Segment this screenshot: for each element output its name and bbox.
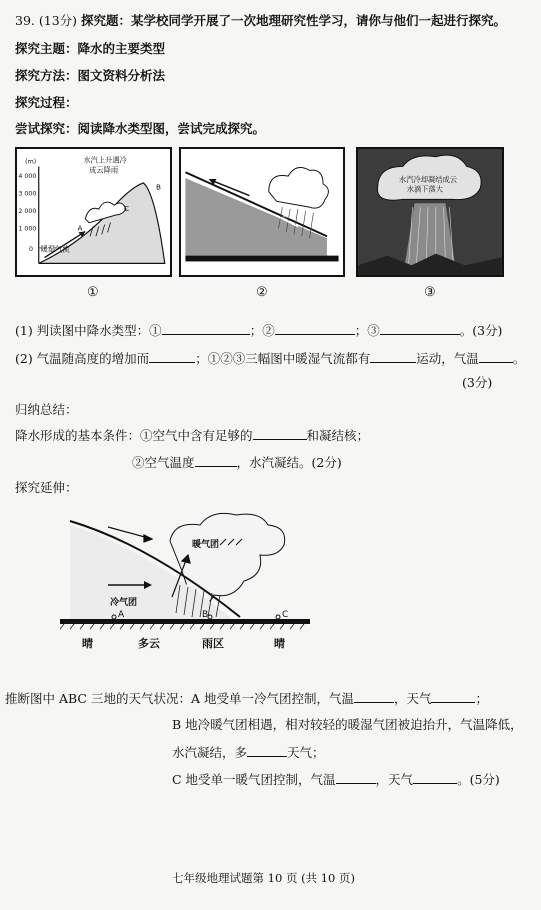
question-score: (13分)	[38, 13, 78, 28]
page-footer: 七年级地理试题第 10 页 (共 10 页)	[172, 871, 356, 885]
fig1-tick-1000: 1 000	[18, 225, 37, 233]
figure-frontal-drawing	[181, 149, 343, 275]
fig1-tick-3000: 3 000	[18, 190, 37, 198]
cond-prefix: 降水形成的基本条件：①空气中含有足够的	[15, 428, 253, 443]
infer-b-line1: B 地冷暖气团相遇，相对较轻的暖湿气团被迫抬升，气温降低，	[172, 717, 523, 732]
method-text: 图文资料分析法	[77, 68, 166, 83]
ground-sunny-left: 晴	[82, 637, 93, 650]
fig1-tick-4000: 4 000	[18, 173, 37, 181]
q2-score: (3分)	[462, 375, 493, 390]
question-title: 探究题：	[81, 13, 132, 28]
infer-blank-b[interactable]	[247, 744, 287, 757]
ground-sunny-right: 晴	[274, 637, 285, 650]
infer-blank-a-temp[interactable]	[354, 690, 394, 703]
q1-end: 。(3分)	[459, 323, 503, 338]
cond-blank-2[interactable]	[195, 454, 237, 467]
cond-blank-1[interactable]	[253, 427, 307, 440]
q1-blank-3[interactable]	[380, 322, 460, 335]
figure-orographic-drawing	[17, 149, 170, 275]
infer-b-line2	[172, 744, 325, 761]
method-label: 探究方法：	[15, 68, 78, 83]
process-label: 探究过程：	[15, 95, 78, 110]
infer-blank-c-temp[interactable]	[336, 771, 376, 784]
fig1-point-a: A	[77, 223, 83, 233]
summary-label: 归纳总结：	[15, 402, 78, 417]
fig1-point-b: B	[156, 182, 161, 192]
topic-line	[15, 41, 165, 57]
question-header	[15, 13, 506, 29]
fig1-point-c: C	[124, 204, 130, 214]
front-warm-mass: 暖气团	[192, 540, 220, 550]
q2-mid: ；①②③三幅图中暖湿气流都有	[195, 351, 371, 366]
q2-mid2: 运动，气温	[416, 351, 479, 366]
question-number: 39.	[15, 13, 35, 28]
front-cold-mass: 冷气团	[110, 598, 138, 608]
infer-b-line2b: 天气；	[287, 745, 325, 760]
cond-line-1	[15, 427, 369, 444]
fig-num-2: ②	[256, 285, 268, 300]
front-point-a: A	[118, 610, 125, 620]
infer-c-weather: ，天气	[375, 772, 414, 787]
infer-b-line2a: 水汽凝结，多	[172, 745, 248, 760]
q2-end: 。	[512, 351, 526, 366]
infer-end: ；	[475, 691, 488, 706]
infer-line-a	[5, 690, 488, 707]
fig1-wind-label: 暖湿气流	[40, 244, 70, 254]
infer-c-prefix: C 地受单一暖气团控制，气温	[172, 772, 336, 787]
fig3-cloud-line2: 水滴下落大	[406, 184, 444, 194]
fig2-warm-label: 暖气	[282, 210, 296, 219]
infer-blank-a-weather[interactable]	[431, 690, 475, 703]
question-intro: 某学校同学开展了一次地理研究性学习，请你与他们一起进行探究。	[131, 13, 507, 28]
try-text: 阅读降水类型图，尝试完成探究。	[77, 121, 266, 136]
fig-num-1: ①	[87, 285, 99, 300]
q1-blank-1[interactable]	[162, 322, 250, 335]
q2-prefix: (2) 气温随高度的增加而	[15, 351, 150, 366]
infer-weather: ，天气	[393, 691, 432, 706]
q2-blank-1[interactable]	[149, 350, 195, 363]
q1-blank-2[interactable]	[275, 322, 355, 335]
method-line	[15, 68, 165, 84]
q1-sep-2: ；②	[249, 323, 275, 338]
extend-label: 探究延伸：	[15, 480, 78, 495]
cond-line2-end: ，水汽凝结。(2分)	[236, 455, 342, 470]
fig-num-3: ③	[424, 285, 436, 300]
q2-blank-3[interactable]	[479, 350, 513, 363]
infer-prefix: 推断图中 ABC 三地的天气状况：A 地受单一冷气团控制，气温	[5, 691, 354, 706]
topic-label: 探究主题：	[15, 41, 78, 56]
front-point-b: B	[202, 610, 209, 620]
figure-frontal	[179, 147, 345, 277]
infer-c-end: 。(5分)	[457, 772, 500, 787]
cond-line2-prefix: ②空气温度	[132, 455, 195, 470]
fig1-tick-0: 0	[29, 245, 34, 253]
ground-rain-area: 雨区	[202, 637, 224, 650]
topic-text: 降水的主要类型	[77, 41, 166, 56]
fig1-note-line1: 水汽上升遇冷	[83, 155, 127, 165]
front-diagram	[60, 505, 310, 655]
figure-orographic	[15, 147, 172, 277]
q1-prefix: (1) 判读图中降水类型：①	[15, 323, 162, 338]
q1-line	[15, 322, 502, 339]
fig2-cloud	[269, 168, 329, 209]
figure-convective-drawing	[358, 149, 502, 275]
fig3-cloud-line1: 水汽冷却凝结成云	[398, 174, 458, 184]
try-label: 尝试探究：	[15, 121, 78, 136]
q1-sep-3: ；③	[354, 323, 380, 338]
q2-blank-2[interactable]	[370, 350, 416, 363]
q2-line	[15, 350, 525, 367]
fig1-note-line2: 成云降雨	[89, 165, 119, 175]
cond-end: 和凝结核；	[306, 428, 370, 443]
cond-line-2	[132, 454, 342, 471]
fig1-unit: (m)	[25, 158, 37, 166]
try-line	[15, 121, 265, 137]
infer-c-line	[172, 771, 500, 788]
figure-convective	[356, 147, 504, 277]
ground-cloudy: 多云	[138, 637, 160, 650]
infer-blank-c-weather[interactable]	[413, 771, 457, 784]
front-point-c: C	[282, 610, 289, 620]
fig1-tick-2000: 2 000	[18, 207, 37, 215]
